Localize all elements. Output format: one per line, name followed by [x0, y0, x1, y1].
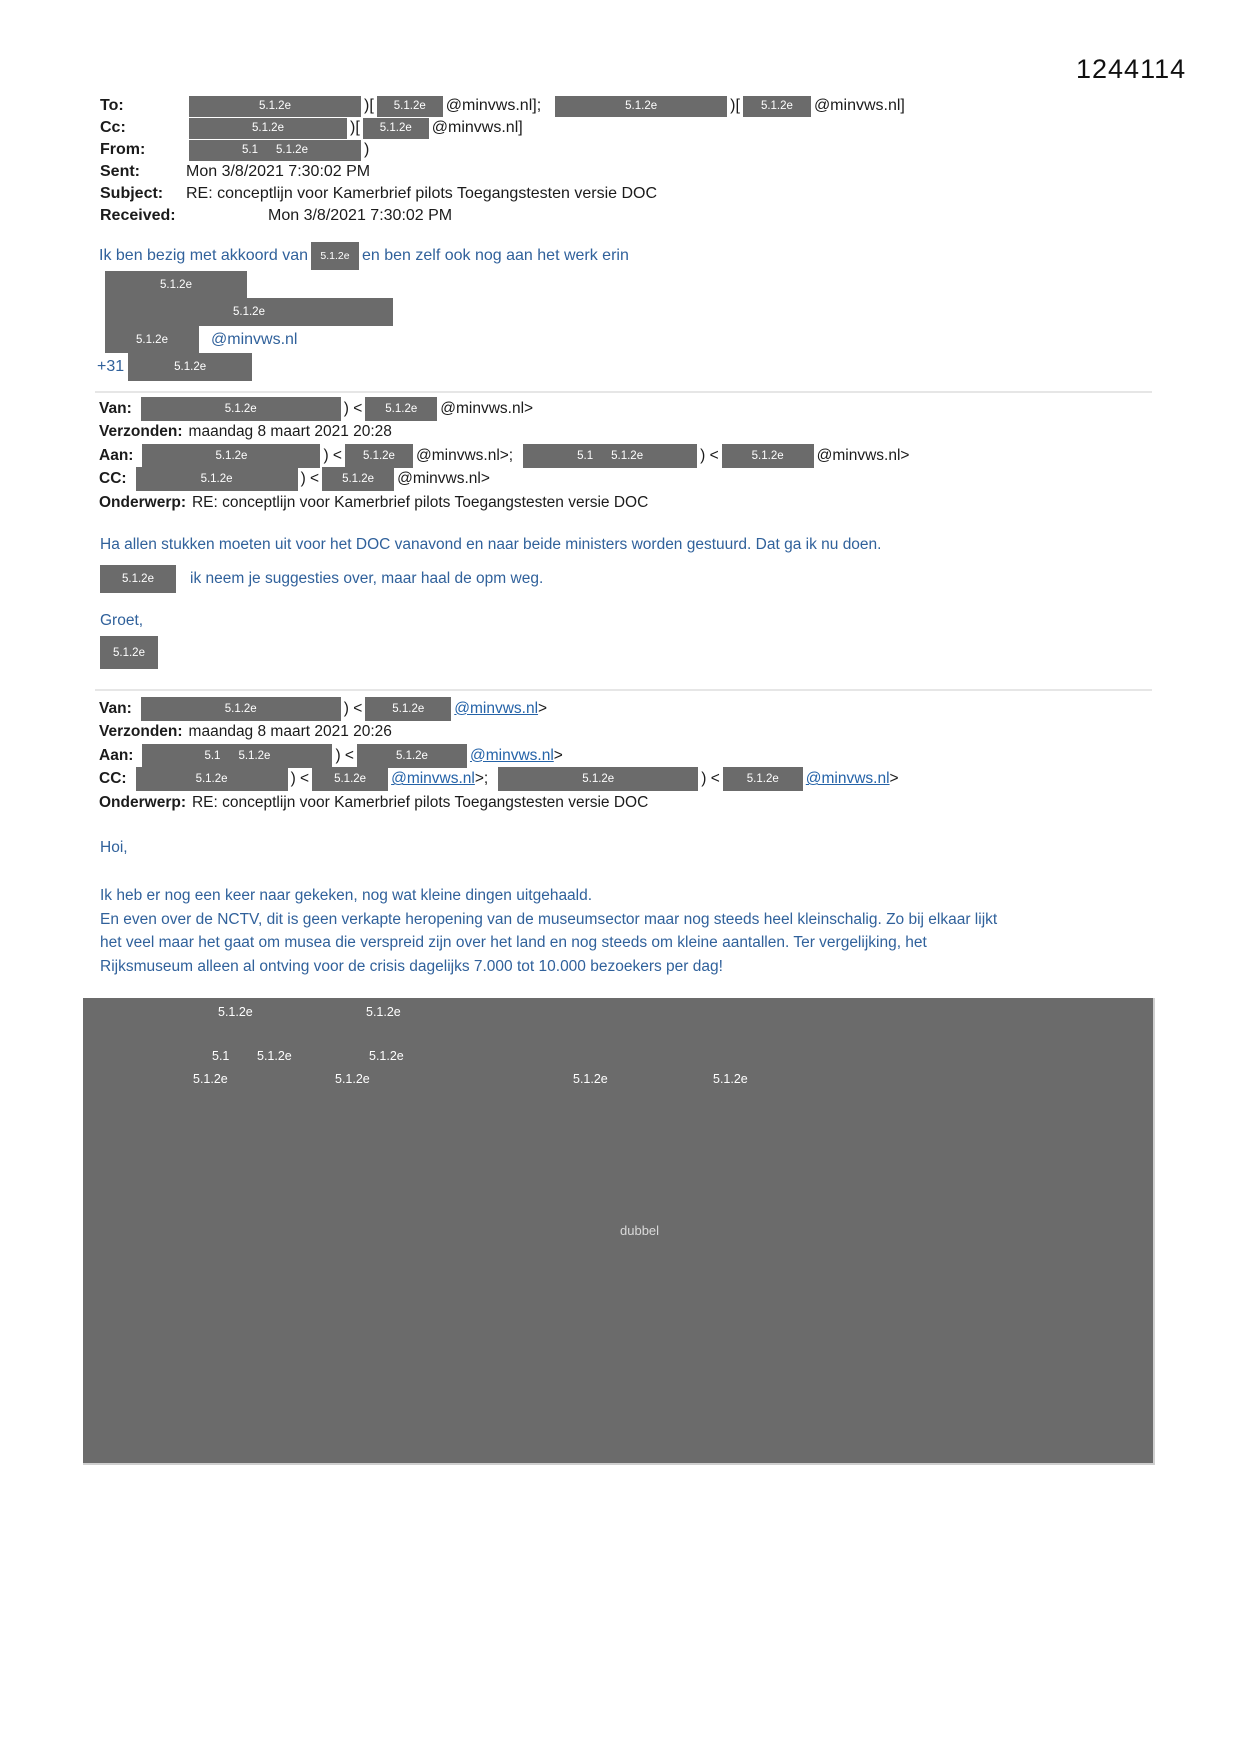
redaction-label: 5.1.2e: [233, 306, 265, 318]
to-label: To:: [100, 97, 124, 114]
redaction-label: 5.1.2e: [224, 702, 257, 715]
email-domain-text: @minvws.nl]: [431, 119, 523, 136]
separator-text: >: [889, 770, 899, 788]
redaction-box: [498, 767, 698, 791]
redaction-box: [105, 298, 393, 326]
header-row-to: [100, 95, 905, 117]
message1-line2: ik neem je suggesties over, maar haal de opm weg.: [190, 570, 544, 587]
redaction-box: [189, 96, 361, 117]
redaction-label: 5.1.2e: [366, 1005, 401, 1019]
redaction-label: 5.1.2e: [193, 1072, 228, 1086]
redaction-label: 5.1.2e: [122, 573, 154, 585]
redaction-box: [189, 118, 347, 139]
redaction-label: 5.1.2e: [252, 122, 284, 134]
signature-email-row: [105, 326, 393, 353]
message1-line2-row: [100, 564, 543, 594]
separator-line: [95, 391, 1152, 393]
q2-row-cc: [99, 768, 899, 792]
separator-text: )[: [364, 97, 374, 114]
q1-row-verzonden: [99, 421, 909, 445]
cc-label: Cc:: [100, 119, 126, 136]
q1-row-onderwerp: [99, 491, 909, 515]
redaction-label: 5.1.2e: [218, 1005, 253, 1019]
separator-text: ) <: [323, 446, 342, 464]
redaction-box: [363, 118, 429, 139]
redaction-box: [322, 467, 394, 491]
paragraph-line: Ik heb er nog een keer naar gekeken, nog wat kleine dingen uitgehaald.: [100, 887, 593, 904]
redaction-box: [100, 565, 176, 593]
redaction-label: 5.1.2e: [751, 449, 784, 462]
redaction-box: [523, 444, 697, 468]
redaction-label: 5.1: [242, 144, 258, 156]
redaction-label: 5.1.2e: [174, 361, 207, 373]
email-domain-link[interactable]: @minvws.nl: [391, 770, 475, 788]
dubbel-label: dubbel: [620, 1223, 660, 1238]
redaction-box: [555, 96, 727, 117]
signature-phone-row: [97, 353, 393, 381]
paragraph-line: het veel maar het gaat om musea die verspreid zijn over het land en nog steeds om kleine aantallen. Ter vergelijking, het: [100, 934, 927, 951]
redaction-label: 5.1.2e: [200, 473, 233, 486]
email-domain-link[interactable]: @minvws.nl: [454, 699, 539, 717]
redaction-box: [136, 767, 288, 791]
header-row-sent: [100, 161, 905, 183]
q1-row-van: [99, 397, 909, 421]
redaction-label: 5.1.2e: [257, 1049, 292, 1063]
q2-row-verzonden: [99, 721, 899, 745]
redaction-box: [377, 96, 443, 117]
redaction-label: 5.1.2e: [385, 402, 418, 415]
redaction-label: 5.1: [577, 449, 594, 462]
redaction-label: 5.1: [212, 1049, 230, 1063]
header-row-cc: [100, 117, 905, 139]
email-domain-text: @minvws.nl];: [445, 97, 542, 114]
header-row-subject: [100, 183, 905, 205]
onderwerp-value: RE: conceptlijn voor Kamerbrief pilots Toegangstesten versie DOC: [191, 793, 649, 811]
aan-label: Aan:: [99, 446, 134, 464]
header-row-from: [100, 139, 905, 161]
separator-text: ) <: [701, 770, 720, 788]
redaction-box: [105, 271, 247, 298]
redacted-content-block: [83, 998, 1155, 1465]
sent-value: Mon 3/8/2021 7:30:02 PM: [186, 163, 371, 180]
paragraph-line: Rijksmuseum alleen al ontving voor de crisis dagelijks 7.000 tot 10.000 bezoekers per dag!: [100, 957, 723, 975]
verzonden-value: maandag 8 maart 2021 20:28: [188, 423, 392, 441]
redaction-label: 5.1.2e: [195, 773, 228, 786]
header-row-received: [100, 205, 905, 227]
redaction-box: [105, 326, 199, 353]
redaction-box: [723, 767, 803, 791]
q2-row-onderwerp: [99, 791, 899, 815]
redaction-label: 5.1.2e: [392, 702, 425, 715]
redaction-box: [357, 744, 467, 768]
message1-line1: Ha allen stukken moeten uit voor het DOC vanavond en naar beide ministers worden gestuurd. Dat ga ik nu doen.: [100, 536, 882, 553]
quoted-header-2: [99, 697, 899, 815]
redaction-label: 5.1.2e: [582, 773, 615, 786]
q2-row-aan: [99, 744, 899, 768]
sent-label: Sent:: [100, 163, 140, 180]
redaction-label: 5.1.2e: [760, 100, 793, 112]
received-value: Mon 3/8/2021 7:30:02 PM: [268, 207, 453, 224]
intro-text-after: en ben zelf ook nog aan het werk erin: [362, 247, 629, 264]
cc-label: CC:: [99, 470, 127, 488]
redaction-label: 5.1.2e: [215, 449, 248, 462]
redaction-box: [722, 444, 814, 468]
q1-row-aan: [99, 444, 909, 468]
onderwerp-value: RE: conceptlijn voor Kamerbrief pilots Toegangstesten versie DOC: [191, 493, 649, 511]
onderwerp-label: Onderwerp:: [99, 793, 186, 811]
redaction-box: [311, 242, 359, 270]
van-label: Van:: [99, 399, 132, 417]
separator-text: >;: [474, 770, 489, 788]
q1-row-cc: [99, 468, 909, 492]
separator-text: ): [364, 141, 370, 158]
quoted-header-1: [99, 397, 909, 515]
redaction-label: 5.1.2e: [334, 773, 367, 786]
redaction-label: 5.1.2e: [362, 449, 395, 462]
redaction-label: 5.1.2e: [625, 100, 658, 112]
phone-prefix: +31: [97, 358, 125, 375]
redaction-box: [136, 467, 298, 491]
separator-text: ) <: [290, 770, 310, 788]
redaction-label: 5.1.2e: [713, 1072, 748, 1086]
redaction-label: 5.1.2e: [238, 749, 271, 762]
message1-greeting: Groet,: [100, 612, 144, 629]
redaction-box: [142, 744, 332, 768]
redaction-box: [365, 697, 451, 721]
email-header: [100, 95, 905, 227]
q2-row-van: [99, 697, 899, 721]
redaction-label: 5.1.2e: [611, 449, 644, 462]
separator-text: ) <: [335, 746, 354, 764]
signature-block: [97, 271, 393, 381]
redaction-box: [128, 353, 252, 381]
redaction-label: 5.1.2e: [160, 278, 192, 291]
intro-text-before: Ik ben bezig met akkoord van: [99, 247, 309, 264]
redaction-label: 5.1.2e: [259, 100, 291, 112]
redaction-label: 5.1.2e: [113, 646, 145, 659]
message2-greeting: Hoi,: [100, 839, 128, 856]
intro-line: [99, 239, 629, 273]
verzonden-label: Verzonden:: [99, 423, 183, 441]
separator-line: [95, 689, 1152, 691]
redaction-box: [189, 140, 361, 161]
redaction-label: 5.1.2e: [342, 473, 375, 486]
redaction-box: [100, 636, 158, 669]
aan-label: Aan:: [99, 746, 134, 764]
message2-paragraph: [100, 884, 1170, 978]
redaction-label: 5.1.2e: [746, 773, 779, 786]
redaction-label: 5.1.2e: [369, 1049, 404, 1063]
received-label: Received:: [100, 207, 176, 224]
redaction-label: 5.1.2e: [136, 333, 168, 346]
redaction-label: 5.1.2e: [335, 1072, 370, 1086]
redaction-box: [142, 444, 320, 468]
email-domain-text: @minvws.nl>: [440, 399, 534, 417]
email-domain-text: @minvws.nl>: [816, 446, 910, 464]
redaction-box: [345, 444, 413, 468]
redaction-box: [743, 96, 811, 117]
separator-text: ) <: [343, 399, 363, 417]
separator-text: )[: [730, 97, 740, 114]
redaction-label: 5.1.2e: [393, 100, 426, 112]
separator-text: >: [553, 746, 563, 764]
separator-text: ) <: [343, 699, 363, 717]
separator-text: ) <: [300, 470, 320, 488]
email-domain-link[interactable]: @minvws.nl: [805, 770, 890, 788]
redaction-box: [141, 397, 341, 421]
signature-domain: @minvws.nl: [211, 330, 298, 348]
cc-label: CC:: [99, 770, 127, 788]
from-label: From:: [100, 141, 146, 158]
redaction-box: [365, 397, 437, 421]
email-domain-text: @minvws.nl]: [813, 97, 905, 114]
redaction-label: 5.1.2e: [320, 250, 350, 262]
subject-label: Subject:: [100, 185, 164, 202]
van-label: Van:: [99, 699, 132, 717]
separator-text: ) <: [700, 446, 719, 464]
redaction-box: [312, 767, 388, 791]
verzonden-value: maandag 8 maart 2021 20:26: [188, 723, 392, 741]
subject-value: RE: conceptlijn voor Kamerbrief pilots Toegangstesten versie DOC: [186, 185, 658, 202]
email-domain-text: @minvws.nl>;: [415, 446, 514, 464]
doc-number: 1244114: [1076, 54, 1187, 84]
onderwerp-label: Onderwerp:: [99, 493, 186, 511]
redaction-label: 5.1.2e: [379, 122, 412, 134]
separator-text: >: [538, 699, 548, 717]
paragraph-line: En even over de NCTV, dit is geen verkapte heropening van de museumsector maar nog steeds heel kleinschalig. Zo bij elkaar lijkt: [100, 910, 998, 928]
email-domain-text: @minvws.nl>: [397, 470, 490, 488]
verzonden-label: Verzonden:: [99, 723, 183, 741]
redaction-label: 5.1: [204, 749, 221, 762]
email-domain-link[interactable]: @minvws.nl: [469, 746, 554, 764]
redaction-label: 5.1.2e: [224, 402, 257, 415]
redaction-box: [141, 697, 341, 721]
redaction-label: 5.1.2e: [276, 144, 308, 156]
separator-text: )[: [350, 119, 360, 136]
redaction-label: 5.1.2e: [573, 1072, 608, 1086]
redaction-label: 5.1.2e: [395, 749, 428, 762]
